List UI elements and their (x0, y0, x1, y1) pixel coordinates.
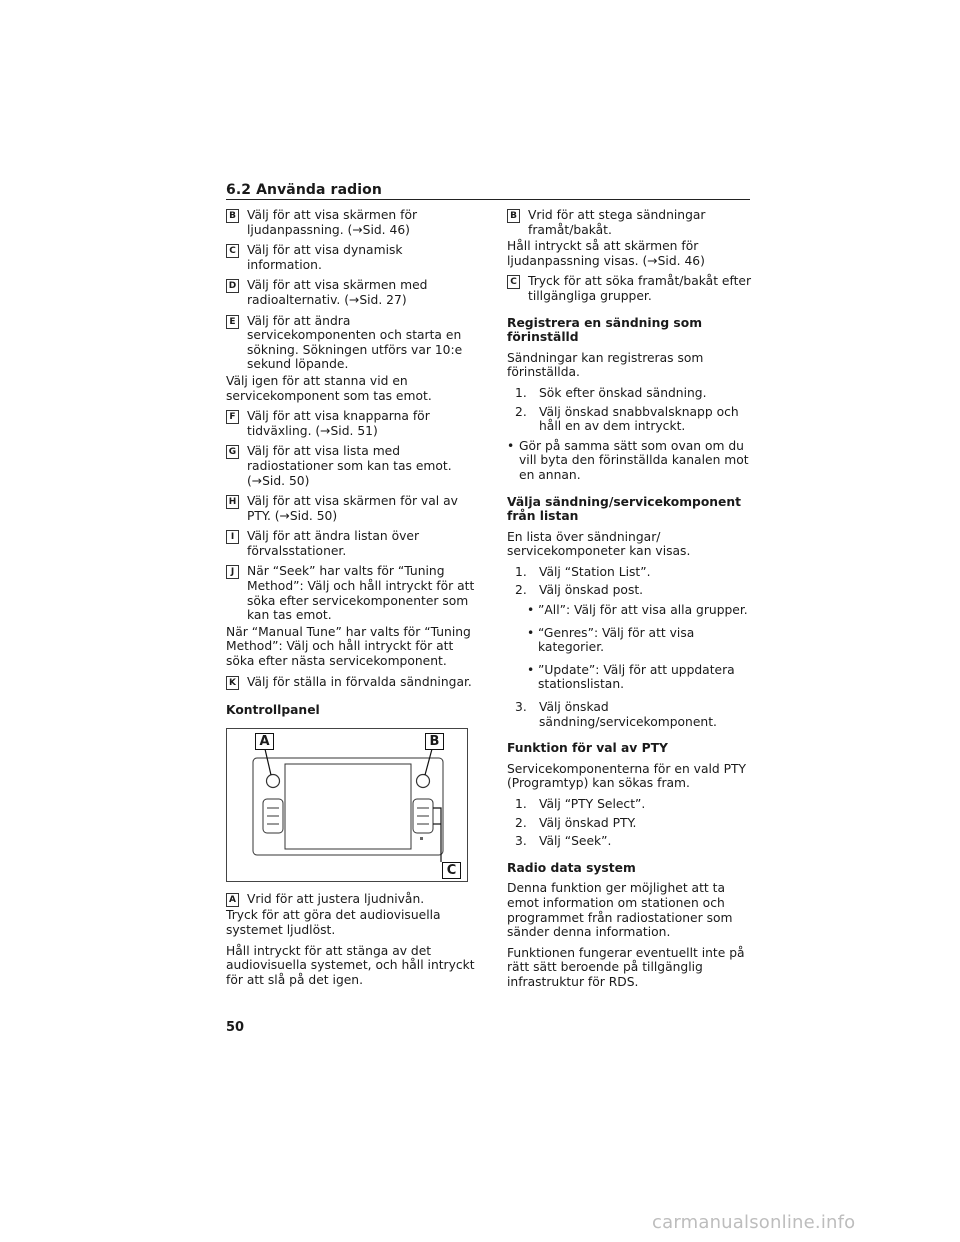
steps-register (507, 386, 753, 434)
badge: J (226, 565, 239, 579)
item-text: Välj för att visa lista med radiostationer som kan tas emot. (→Sid. 50) (247, 444, 452, 488)
list-item (515, 816, 753, 831)
item-text: Vrid för att justera ljudnivån. (247, 891, 425, 906)
bullet-text: “Genres”: Välj för att visa kategorier. (538, 625, 695, 655)
item-text: Tryck för att söka framåt/bakåt efter tillgängliga grupper. (528, 274, 752, 303)
item-c-left (226, 243, 476, 272)
section-title: 6.2 Använda radion (226, 182, 382, 198)
bullet-dot-icon: • (527, 625, 535, 640)
step-text: Välj önskad post. (539, 583, 644, 598)
item-e (226, 314, 476, 372)
heading-control-panel: Kontrollpanel (226, 703, 320, 718)
volume-knob-icon (267, 774, 280, 787)
right-column (507, 208, 753, 996)
list-item (515, 797, 753, 812)
step-number: 1. (515, 797, 527, 811)
badge: F (226, 410, 239, 424)
control-panel-figure (226, 728, 468, 882)
badge: A (226, 893, 239, 907)
item-text: Välj för att visa knapparna för tidväxling. (→Sid. 51) (247, 409, 430, 438)
step-text: Välj “Station List”. (539, 564, 651, 579)
list-item (515, 386, 753, 401)
step-number: 1. (515, 564, 527, 579)
badge: H (226, 495, 239, 509)
item-text: Välj för att visa skärmen med radioalternativ. (→Sid. 27) (247, 278, 428, 307)
step-number: 2. (515, 815, 527, 830)
paragraph-e: Välj igen för att stanna vid en servicekomponent som tas emot. (226, 373, 432, 403)
step-text: Välj “PTY Select”. (539, 797, 646, 811)
item-c-right (507, 274, 753, 303)
item-text: Välj för att visa skärmen för val av PTY. (→Sid. 50) (247, 494, 458, 523)
left-column (226, 208, 476, 993)
section-header (226, 179, 750, 198)
paragraph-register: Sändningar kan registreras som förinställda. (507, 350, 704, 380)
list-item (515, 700, 753, 729)
step-text: Sök efter önskad sändning. (539, 385, 707, 400)
control-panel-illustration (227, 729, 467, 881)
step-number: 1. (515, 385, 527, 400)
item-k (226, 675, 476, 690)
item-b-left (226, 208, 476, 237)
item-j (226, 564, 476, 622)
paragraph-a2: Håll intryckt för att stänga av det audiovisuella systemet, och håll intryckt för att slå på det igen. (226, 943, 475, 987)
heading-rds: Radio data system (507, 860, 636, 875)
figure-label-a: A (255, 733, 274, 750)
badge: I (226, 530, 239, 544)
bullet-dot-icon: • (527, 662, 535, 677)
item-b-right (507, 208, 753, 237)
list-item (515, 583, 753, 598)
page-number: 50 (226, 1020, 245, 1035)
step-number: 2. (515, 404, 527, 419)
watermark: carmanualsonline.info (652, 1212, 856, 1233)
list-item (515, 834, 753, 849)
item-text: Välj för att visa dynamisk information. (247, 243, 403, 272)
bullet-text: Gör på samma sätt som ovan om du vill byta den förinställda kanalen mot en annan. (519, 438, 749, 482)
badge: K (226, 676, 239, 690)
item-a (226, 892, 476, 907)
figure-label-b: B (425, 733, 444, 750)
item-text: Vrid för att stega sändningar framåt/bakåt. (528, 208, 706, 237)
paragraph-rds-1: Denna funktion ger möjlighet att ta emot information om stationen och programmet från radiostationer som sänder denna information. (507, 881, 733, 940)
paragraph-a1: Tryck för att göra det audiovisuella systemet ljudlöst. (226, 908, 441, 937)
paragraph-b: Håll intryckt så att skärmen för ljudanpassning visas. (→Sid. 46) (507, 239, 705, 268)
paragraph-select: En lista över sändningar/ servicekomponeter kan visas. (507, 529, 691, 559)
item-text: Välj för att visa skärmen för ljudanpassning. (→Sid. 46) (247, 208, 418, 237)
item-text: Välj för att ändra servicekomponenten och starta en sökning. Sökningen utförs var 10:e sekund löpande. (247, 313, 463, 372)
heading-register: Registrera en sändning som förinställd (507, 315, 703, 345)
heading-pty: Funktion för val av PTY (507, 741, 668, 756)
step-text: Välj önskad sändning/servicekomponent. (539, 700, 717, 729)
header-divider (226, 199, 750, 200)
paragraph-pty: Servicekomponenterna för en vald PTY (Programtyp) kan sökas fram. (507, 761, 747, 791)
paragraph-j: När “Manual Tune” har valts för “Tuning Method”: Välj och håll intryckt för att söka efter nästa servicekomponent. (226, 624, 471, 669)
bullet-register (507, 439, 753, 483)
item-text: Välj för ställa in förvalda sändningar. (247, 674, 472, 689)
badge: C (226, 244, 239, 258)
item-h (226, 494, 476, 523)
item-d (226, 278, 476, 307)
step-text: Välj “Seek”. (539, 834, 612, 849)
bullet-text: ”All”: Välj för att visa alla grupper. (538, 603, 748, 618)
badge: B (226, 209, 239, 223)
item-text: När “Seek” har valts för “Tuning Method”: Välj och håll intryckt för att söka efter servicekomponenter som kan tas emot. (247, 564, 475, 623)
step-number: 3. (515, 700, 527, 715)
badge: G (226, 445, 239, 459)
figure-label-c: C (442, 862, 461, 879)
step-number: 2. (515, 583, 527, 598)
bullet-dot-icon: • (527, 603, 535, 618)
sub-bullet-all (527, 603, 753, 618)
sub-bullet-update (527, 663, 753, 692)
sub-bullet-genres (527, 626, 753, 655)
item-text: Välj för att ändra listan över förvalsstationer. (247, 529, 419, 558)
heading-select-from-list: Välja sändning/servicekomponent från listan (507, 494, 742, 524)
steps-select (507, 565, 753, 598)
badge: C (507, 275, 520, 289)
item-i (226, 529, 476, 558)
badge: E (226, 315, 239, 329)
steps-select-cont (507, 700, 753, 729)
bullet-text: ”Update”: Välj för att uppdatera stationslistan. (538, 662, 735, 692)
steps-pty (507, 797, 753, 849)
tune-knob-icon (417, 774, 430, 787)
list-item (515, 565, 753, 580)
item-f (226, 409, 476, 438)
badge: B (507, 209, 520, 223)
list-item (515, 405, 753, 434)
badge: D (226, 279, 239, 293)
step-text: Välj önskad PTY. (539, 815, 637, 830)
step-text: Välj önskad snabbvalsknapp och håll en av dem intryckt. (539, 404, 739, 434)
step-number: 3. (515, 834, 527, 849)
head-unit-screen (285, 764, 411, 849)
bullet-dot-icon: • (507, 438, 515, 453)
paragraph-rds-2: Funktionen fungerar eventuellt inte på rätt sätt beroende på tillgänglig infrastruktur för RDS. (507, 945, 745, 989)
item-g (226, 444, 476, 488)
